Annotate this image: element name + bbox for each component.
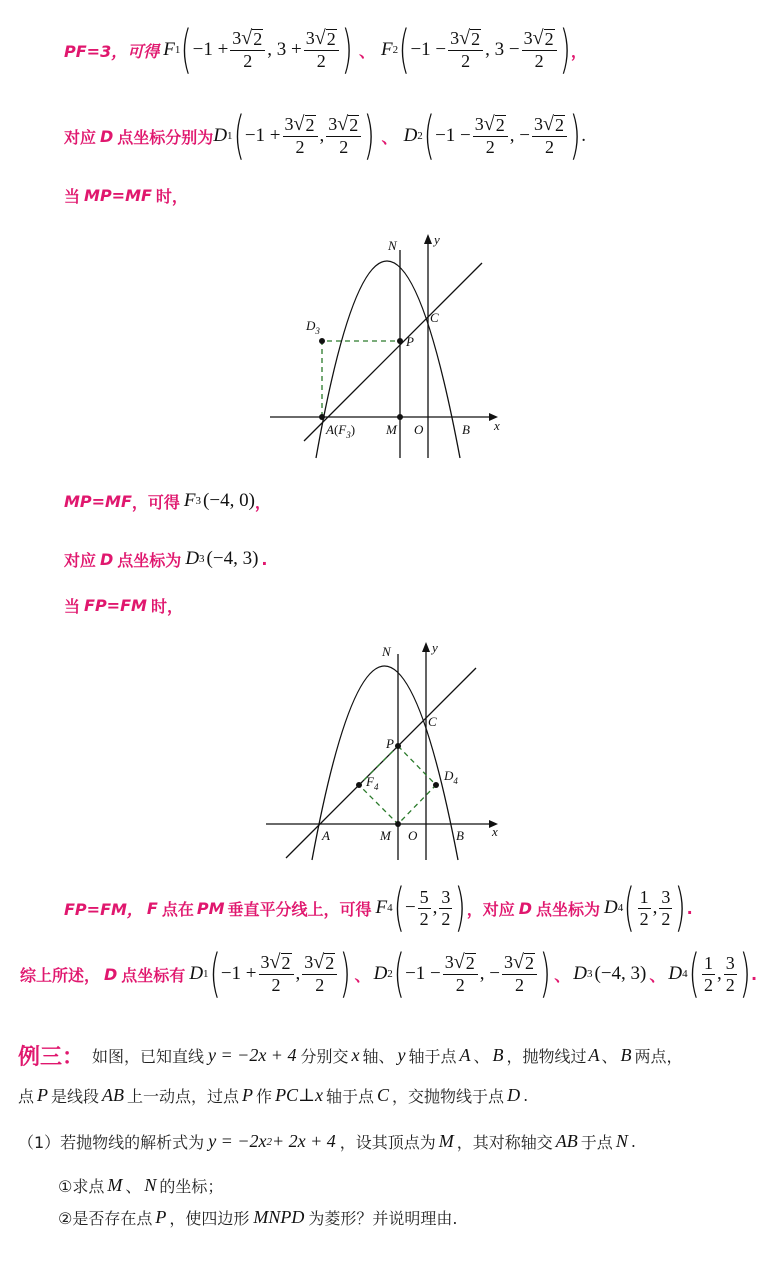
point-a [319,414,325,420]
line-d3-coord: 对应 D 点坐标为 D 3 (−4, 3) . [64,548,268,570]
line-pf3: PF=3，可得 F 1 ( −1 + 3 √ 2 2 , 3 + 3 √ 2 2 ) 、 F 2 ( −1 − 3 √ 2 2 , 3 − 3 √ 2 2 ) ， [64,20,587,80]
label-x: x [494,418,500,433]
label-c: C [430,310,439,325]
example-line-1: 例三： 如图，已知直线 y = −2x + 4 分别交 x 轴、 y 轴于点 A 、 B ，抛物线过 A 、 B 两点， [18,1040,683,1071]
d1-label: D [213,125,228,146]
label-p: P [406,334,414,349]
sub-question-2: ②是否存在点 P ，使四边形 MNPD 为菱形？并说明理由. [58,1207,458,1228]
example-line-2: 点 P 是线段 AB 上一动点，过点 P 作 PC ⊥ x 轴于点 C ，交抛物线于点 D . [18,1085,529,1106]
label-x: x [492,824,498,839]
point-m [397,414,403,420]
line-ac [304,263,482,441]
line-fp-fm-result: FP=FM， F 点在 PM 垂直平分线上，可得 F 4 ( − $\frac{5}{2}$ , $\frac{3}{2}$ ) ，对应 D 点坐标为 D 4 ( $\frac{1}{2}$ , $\frac{3}{2}$ ) . [64,878,693,938]
line-d-coords: 对应 D 点坐标分别为 D 1 ( −1 + 3 √ 2 2 , 3 √ 2 2 ) 、 D 2 ( −1 − 3 √ 2 2 , − 3 √ 2 2 ) . [64,106,587,166]
label-y: y [432,640,438,655]
point-p [397,338,403,344]
f2-y-prefix: , 3 − [485,39,520,60]
line-summary: 综上所述， D 点坐标有 D 1 ( −1 + 3 √ 2 2 , 3 √ 2 2 ) 、 D 2 ( −1 − 3 √ 2 2 , − 3 √ 2 2 ) 、 D 3 (−4, 3) 、 D 4 ( $\frac{1}{2}$ , $\frac{3}{2}$ ) . [20,944,758,1004]
case-fp-fm: 当 FP=FM 时， [64,596,183,616]
fraction: 3 √ 2 2 [230,28,265,71]
point-f4 [356,782,362,788]
point-p [395,743,401,749]
f1-label: F [163,39,175,60]
label-b: B [456,828,464,843]
label-a: A [322,828,330,843]
point-m [395,821,401,827]
f3-coord: (−4, 0) [203,490,255,511]
example-title: 例三： [18,1045,85,1070]
label-m: M [380,828,391,843]
label-c: C [428,714,437,729]
separator: 、 [359,41,376,61]
f1-y-prefix: , 3 + [267,39,302,60]
point-d4 [433,782,439,788]
paren-close: ) [341,20,353,80]
label-f4: $F_4$ [366,774,379,792]
f1-x-prefix: −1 + [192,39,229,60]
figure-2-graph [262,636,512,866]
point-d3 [319,338,325,344]
pf-condition: PF=3，可得 [64,41,160,61]
label-o: O [408,828,418,843]
sub-question-1: ①求点 M 、 N 的坐标； [58,1175,224,1196]
dashed-d3 [322,341,400,417]
f2-x-prefix: −1 − [410,39,447,60]
label-m: M [386,422,397,437]
figure-1-graph [262,226,512,466]
label-o: O [414,422,424,437]
label-a: $A(F_3)$ [326,422,356,440]
label-d3: $D_3$ [306,318,320,336]
label-p: P [386,736,394,751]
label-n: N [388,238,397,253]
line-mp-mf-result: MP=MF ，可得 F 3 (−4, 0) ， [64,490,271,512]
label-n: N [382,644,391,659]
question-1: （1）若抛物线的解析式为 y = −2x 2 + 2x + 4 ，设其顶点为 M ，其对称轴交 AB 于点 N . [18,1131,636,1152]
label-b: B [462,422,470,437]
d2-label: D [403,125,418,146]
label-d4: $D_4$ [444,768,458,786]
case-mp-mf: 当 MP=MF 时， [64,186,188,206]
fraction: 3 √ 2 2 [304,28,339,71]
line-end: ， [570,41,587,61]
paren-open: ( [180,20,193,80]
d3-coord: (−4, 3) [206,548,259,569]
f2-label: F [381,39,393,60]
label-y: y [434,232,440,247]
